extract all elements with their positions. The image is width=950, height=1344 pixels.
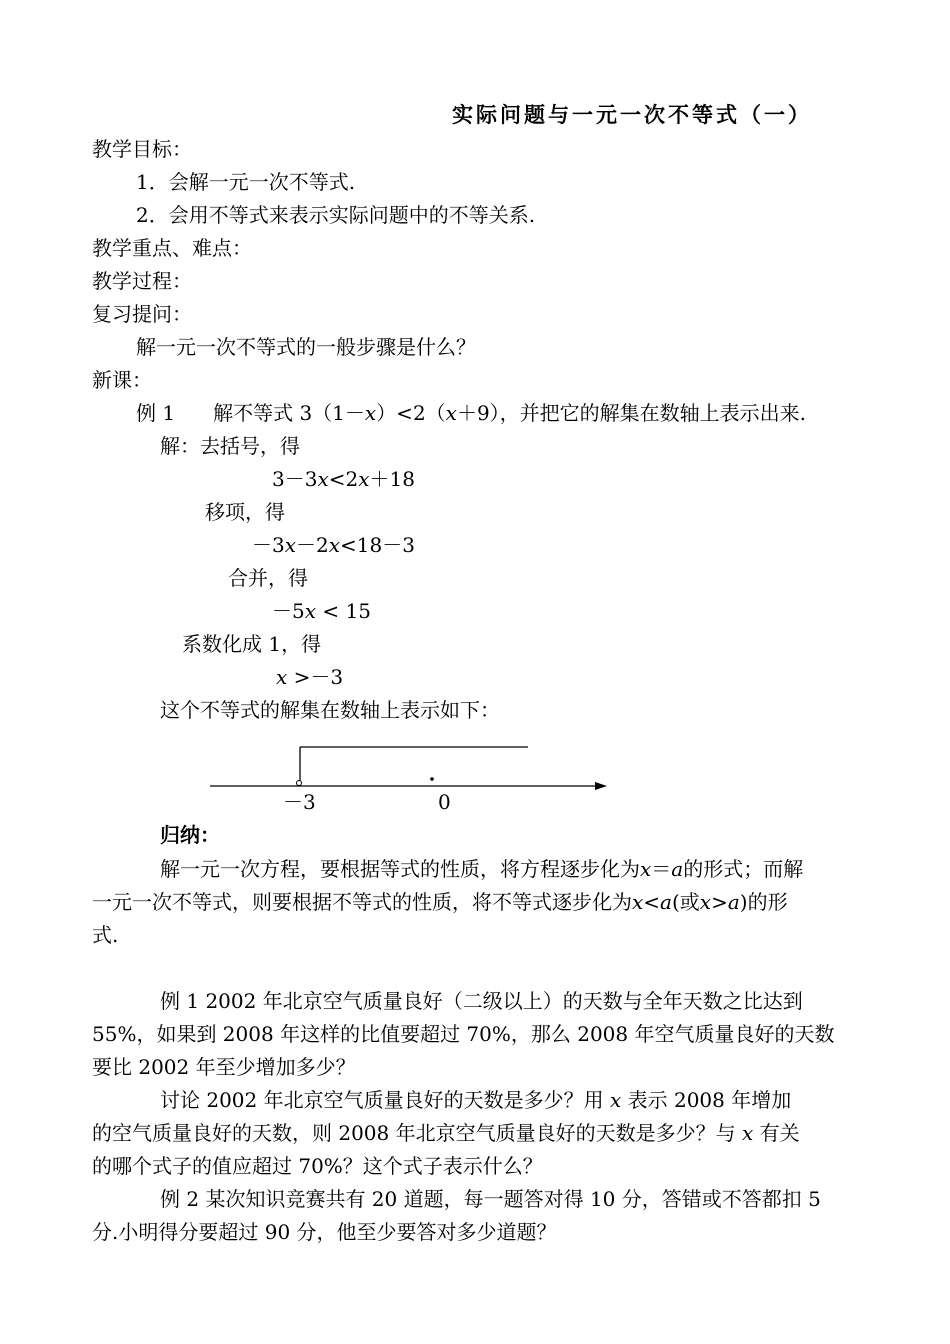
example2-line: 例 2 某次知识竞赛共有 20 道题，每一题答对得 10 分，答错或不答都扣 5 bbox=[160, 1187, 821, 1211]
summary-heading: 归纳： bbox=[160, 823, 220, 847]
example1-label: 例 1 bbox=[136, 401, 176, 425]
review-heading: 复习提问： bbox=[92, 302, 192, 326]
discussion-line: 的哪个式子的值应超过 70%？这个式子表示什么？ bbox=[92, 1154, 543, 1178]
review-question: 解一元一次不等式的一般步骤是什么？ bbox=[136, 335, 476, 359]
axis-intro: 这个不等式的解集在数轴上表示如下： bbox=[160, 698, 500, 722]
problem1-line: 要比 2002 年至少增加多少？ bbox=[92, 1055, 356, 1079]
problem1-line: 55%，如果到 2008 年这样的比值要超过 70%，那么 2008 年空气质量良好的天数 bbox=[92, 1022, 835, 1046]
step-label: 系数化成 1，得 bbox=[182, 632, 322, 656]
step-label: 合并，得 bbox=[228, 566, 308, 590]
key-points-heading: 教学重点、难点： bbox=[92, 236, 252, 260]
step-label: 移项，得 bbox=[205, 500, 285, 524]
objective-item: 2．会用不等式来表示实际问题中的不等关系. bbox=[136, 203, 536, 227]
discussion-line: 讨论 2002 年北京空气质量良好的天数是多少？用 x 表示 2008 年增加 bbox=[160, 1088, 792, 1112]
new-lesson-heading: 新课： bbox=[92, 368, 152, 392]
step-expression: －3x－2x<18－3 bbox=[252, 533, 415, 557]
discussion-line: 的空气质量良好的天数，则 2008 年北京空气质量良好的天数是多少？与 x 有关 bbox=[92, 1121, 800, 1145]
summary-line: 解一元一次方程，要根据等式的性质，将方程逐步化为x＝a的形式；而解 bbox=[160, 857, 804, 881]
step-expression: 3－3x<2x＋18 bbox=[272, 467, 415, 491]
process-heading: 教学过程： bbox=[92, 269, 192, 293]
objective-item: 1．会解一元一次不等式. bbox=[136, 170, 356, 194]
objectives-heading: 教学目标： bbox=[92, 137, 192, 161]
step-expression: x >－3 bbox=[276, 665, 344, 689]
step-expression: －5x < 15 bbox=[272, 599, 371, 623]
example1-statement: 例 1 解不等式 3（1－x）<2（x＋9），并把它的解集在数轴上表示出来. bbox=[136, 401, 807, 425]
tick-label: 0 bbox=[438, 790, 451, 814]
problem1-line: 例 1 2002 年北京空气质量良好（二级以上）的天数与全年天数之比达到 bbox=[160, 989, 803, 1013]
page-title: 实际问题与一元一次不等式（一） bbox=[452, 102, 812, 127]
axis-arrow bbox=[595, 782, 607, 790]
zero-point bbox=[430, 777, 434, 781]
summary-line: 式. bbox=[92, 923, 119, 947]
step-label: 解：去括号，得 bbox=[160, 434, 300, 458]
summary-line: 一元一次不等式，则要根据不等式的性质，将不等式逐步化为x<a(或x>a)的形 bbox=[92, 890, 788, 914]
tick-label: －3 bbox=[283, 790, 316, 814]
open-endpoint bbox=[297, 781, 302, 786]
example2-line: 分.小明得分要超过 90 分，他至少要答对多少道题？ bbox=[92, 1220, 557, 1244]
